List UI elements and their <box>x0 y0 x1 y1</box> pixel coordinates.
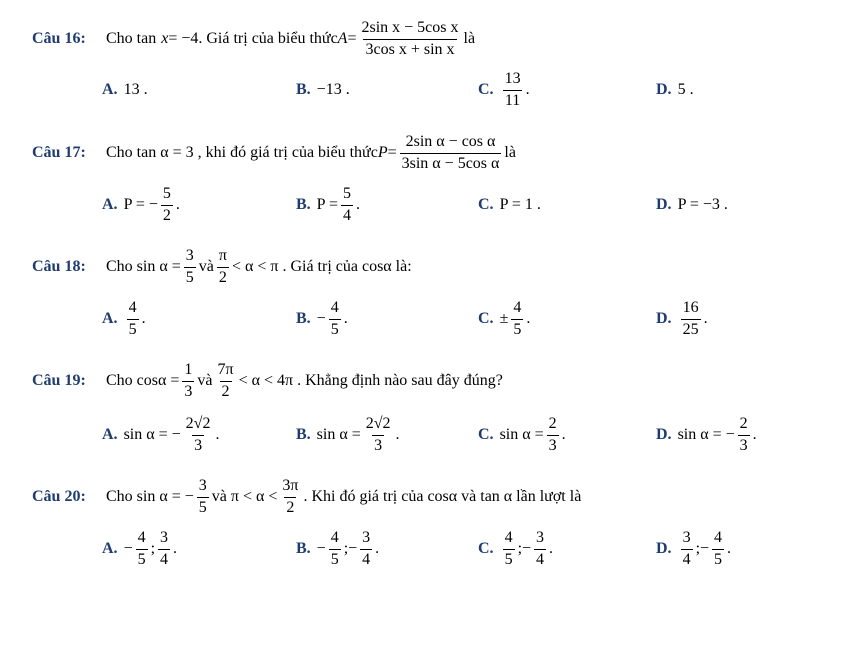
option-text: . <box>727 540 732 557</box>
answer-option-c[interactable] <box>478 299 531 338</box>
option-label: A. <box>102 426 118 443</box>
option-label: A. <box>102 81 118 98</box>
option-label: B. <box>296 196 311 213</box>
option-text: . <box>215 426 220 443</box>
question-label: Câu 16: <box>32 30 86 47</box>
fraction-numerator: 4 <box>330 299 339 317</box>
stem-fraction <box>217 247 229 287</box>
question-17 <box>32 133 842 172</box>
answer-option-d[interactable] <box>656 299 708 338</box>
question-stem <box>106 361 503 401</box>
fraction-numerator: 2√2 <box>365 415 391 433</box>
fraction-denominator: 25 <box>682 320 699 338</box>
stem-fraction <box>216 361 236 401</box>
fraction-denominator: 3cos x + sin x <box>365 40 455 58</box>
fraction-numerator: 3 <box>536 529 545 547</box>
stem-text: Cho tan <box>106 30 157 47</box>
fraction-denominator: 5 <box>504 550 513 568</box>
question-stem <box>106 477 581 517</box>
option-label: C. <box>478 540 494 557</box>
stem-text: là <box>504 144 516 161</box>
stem-text: < α < 4π . Khẳng định nào sau đây đúng? <box>238 372 503 389</box>
answer-option-c[interactable] <box>478 415 566 454</box>
option-fraction <box>136 529 148 569</box>
stem-text: Cho cosα = <box>106 372 180 389</box>
option-text: ;− <box>517 540 532 557</box>
stem-variable: P <box>377 144 388 161</box>
fraction-denominator: 5 <box>185 268 194 286</box>
fraction-denominator: 3 <box>194 436 203 454</box>
fraction-numerator: 3 <box>185 247 194 265</box>
fraction-numerator: 1 <box>184 361 193 379</box>
fraction-numerator: 2sin α − cos α <box>405 133 496 151</box>
fraction-numerator: 4 <box>137 529 146 547</box>
option-label: A. <box>102 540 118 557</box>
stem-text: và π < α < <box>211 488 278 505</box>
fraction-numerator: 2√2 <box>185 415 211 433</box>
question-20 <box>32 477 842 516</box>
option-fraction <box>547 415 559 455</box>
fraction-numerator: 3 <box>682 529 691 547</box>
option-text: P = <box>316 196 338 213</box>
option-text: . <box>703 310 708 327</box>
fraction-numerator: 5 <box>343 185 351 203</box>
option-label: A. <box>102 196 118 213</box>
stem-fraction <box>182 361 194 401</box>
option-text: . <box>175 196 180 213</box>
answer-option-b[interactable] <box>296 299 348 338</box>
option-label: C. <box>478 81 494 98</box>
option-fraction <box>681 529 693 569</box>
option-text: . <box>526 310 531 327</box>
option-label: B. <box>296 81 311 98</box>
question-label: Câu 19: <box>32 372 86 389</box>
option-fraction <box>503 70 523 110</box>
option-text: P = − <box>123 196 158 213</box>
answer-option-c[interactable] <box>478 529 554 568</box>
option-text: . <box>356 196 360 213</box>
fraction-numerator: 2 <box>739 415 748 433</box>
fraction-numerator: 5 <box>162 185 171 203</box>
option-label: B. <box>296 540 311 557</box>
fraction-numerator: 13 <box>504 70 521 88</box>
fraction-numerator: 3 <box>160 529 169 547</box>
answer-option-a[interactable] <box>102 73 148 107</box>
option-text: sin α = <box>499 426 544 443</box>
answer-option-c[interactable] <box>478 188 541 222</box>
option-text: − <box>316 540 326 557</box>
option-text: − <box>123 540 133 557</box>
option-text: 5 . <box>677 81 694 98</box>
stem-text: và <box>197 372 213 389</box>
stem-fraction <box>280 477 300 517</box>
fraction-denominator: 11 <box>504 91 521 109</box>
fraction-numerator: 3 <box>362 529 371 547</box>
answer-option-a[interactable] <box>102 415 220 454</box>
fraction-denominator: 4 <box>682 550 691 568</box>
question-19 <box>32 361 842 400</box>
expression-fraction <box>400 133 502 173</box>
option-fraction <box>681 299 701 339</box>
option-label: B. <box>296 310 311 327</box>
answer-option-d[interactable] <box>656 529 732 568</box>
option-fraction <box>184 415 213 455</box>
option-text: sin α = − <box>677 426 735 443</box>
fraction-denominator: 3 <box>548 436 557 454</box>
fraction-numerator: 7π <box>217 361 234 379</box>
option-fraction <box>738 415 750 455</box>
option-fraction <box>534 529 546 569</box>
fraction-denominator: 3 <box>739 436 748 454</box>
option-fraction <box>341 185 353 225</box>
option-text: − <box>316 310 326 327</box>
fraction-denominator: 5 <box>137 550 146 568</box>
fraction-denominator: 2 <box>162 206 171 224</box>
option-text: . <box>343 310 348 327</box>
fraction-numerator: 4 <box>128 299 137 317</box>
option-fraction <box>158 529 170 569</box>
fraction-denominator: 2 <box>221 382 230 400</box>
question-stem <box>106 19 475 59</box>
fraction-numerator: 3 <box>198 477 207 495</box>
question-label: Câu 20: <box>32 488 86 505</box>
expression-fraction <box>359 19 460 59</box>
option-text: . <box>549 540 554 557</box>
option-text: . <box>375 540 380 557</box>
option-text: ;− <box>695 540 710 557</box>
stem-variable: A <box>337 30 348 47</box>
option-fraction <box>511 299 523 339</box>
stem-fraction <box>197 477 209 517</box>
option-fraction <box>360 529 372 569</box>
option-fraction <box>712 529 724 569</box>
answer-option-d[interactable] <box>656 73 694 107</box>
stem-text: < α < π . Giá trị của cosα là: <box>231 258 412 275</box>
fraction-numerator: 4 <box>513 299 522 317</box>
option-label: D. <box>656 310 672 327</box>
option-text: . <box>141 310 146 327</box>
option-text: ;− <box>343 540 358 557</box>
option-text: . <box>173 540 178 557</box>
answer-option-b[interactable] <box>296 73 350 107</box>
fraction-denominator: 5 <box>714 550 723 568</box>
fraction-denominator: 3 <box>184 382 193 400</box>
answer-option-a[interactable] <box>102 529 178 568</box>
answer-option-a[interactable] <box>102 185 180 224</box>
option-fraction <box>329 529 341 569</box>
answer-option-d[interactable] <box>656 188 728 222</box>
fraction-denominator: 5 <box>198 498 207 516</box>
fraction-denominator: 2 <box>286 498 295 516</box>
stem-text: là <box>463 30 476 47</box>
stem-text: = <box>387 144 397 161</box>
option-label: D. <box>656 196 672 213</box>
stem-variable: x <box>161 30 169 47</box>
fraction-numerator: 4 <box>504 529 513 547</box>
answer-option-b[interactable] <box>296 529 380 568</box>
fraction-numerator: 3π <box>282 477 299 495</box>
stem-text: = <box>347 30 357 47</box>
fraction-numerator: π <box>218 247 227 265</box>
stem-fraction <box>184 247 196 287</box>
fraction-denominator: 4 <box>160 550 169 568</box>
option-text: . <box>561 426 566 443</box>
answer-option-c[interactable] <box>478 70 530 109</box>
question-18 <box>32 247 842 286</box>
option-fraction <box>503 529 515 569</box>
fraction-denominator: 5 <box>513 320 522 338</box>
fraction-numerator: 4 <box>714 529 723 547</box>
question-stem <box>106 247 412 287</box>
fraction-numerator: 16 <box>682 299 699 317</box>
stem-text: và <box>198 258 214 275</box>
option-text: . <box>525 81 530 98</box>
option-text: ; <box>150 540 156 557</box>
option-label: A. <box>102 310 118 327</box>
answer-option-a[interactable] <box>102 299 146 338</box>
option-text: sin α = <box>316 426 361 443</box>
option-label: C. <box>478 196 494 213</box>
option-fraction <box>161 185 173 225</box>
option-fraction <box>329 299 341 339</box>
option-text: . <box>752 426 757 443</box>
option-fraction <box>364 415 393 455</box>
fraction-denominator: 4 <box>343 206 351 224</box>
answer-option-d[interactable] <box>656 415 757 454</box>
option-text: P = −3 . <box>677 196 728 213</box>
option-label: B. <box>296 426 311 443</box>
answer-option-b[interactable] <box>296 185 360 224</box>
fraction-denominator: 5 <box>330 320 339 338</box>
fraction-denominator: 5 <box>128 320 137 338</box>
fraction-denominator: 4 <box>362 550 371 568</box>
option-text: P = 1 . <box>499 196 541 213</box>
option-fraction <box>127 299 139 339</box>
option-text: −13 . <box>316 81 350 98</box>
stem-text: = −4. Giá trị của biểu thức <box>168 30 338 47</box>
question-16 <box>32 19 842 58</box>
option-text: 13 . <box>123 81 148 98</box>
stem-text: . Khi đó giá trị của cosα và tan α lần lượt là <box>303 488 582 505</box>
fraction-denominator: 5 <box>330 550 339 568</box>
option-label: D. <box>656 540 672 557</box>
option-text: . <box>395 426 400 443</box>
stem-text: Cho tan α = 3 , khi đó giá trị của biểu thức <box>106 144 378 161</box>
fraction-numerator: 4 <box>330 529 339 547</box>
fraction-numerator: 2sin x − 5cos x <box>361 19 459 37</box>
fraction-numerator: 2 <box>548 415 557 433</box>
option-text: ± <box>499 310 509 327</box>
option-text: sin α = − <box>123 426 181 443</box>
stem-text: Cho sin α = − <box>106 488 194 505</box>
fraction-denominator: 2 <box>218 268 227 286</box>
option-label: D. <box>656 81 672 98</box>
stem-text: Cho sin α = <box>106 258 181 275</box>
question-stem <box>106 133 516 173</box>
question-label: Câu 17: <box>32 144 86 161</box>
fraction-denominator: 3sin α − 5cos α <box>401 154 500 172</box>
option-label: C. <box>478 310 494 327</box>
fraction-denominator: 3 <box>374 436 383 454</box>
option-label: D. <box>656 426 672 443</box>
question-label: Câu 18: <box>32 258 86 275</box>
answer-option-b[interactable] <box>296 415 400 454</box>
option-label: C. <box>478 426 494 443</box>
fraction-denominator: 4 <box>536 550 545 568</box>
